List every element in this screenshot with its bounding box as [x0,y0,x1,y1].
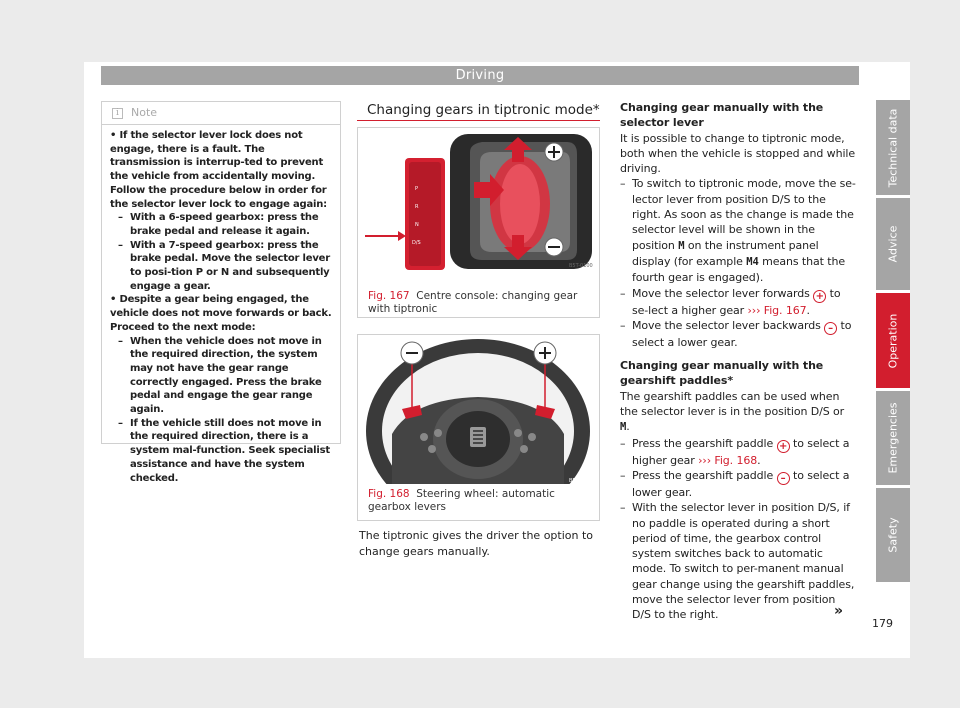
list-item: – With the selector lever in position D/S, if no paddle is operated during a short period of time, the gearbox control system switches back to automatic mode. To switch to per-manent manual gear change using the gearshift paddles, move the selector lever from position D/S to the right. [620,501,855,622]
figure-link[interactable]: ››› Fig. 168 [698,453,758,467]
list-item: – Press the gearshift paddle + to select a higher gear ››› Fig. 168. [620,436,850,467]
note-header [102,102,340,125]
gear-lever-illustration [362,132,595,271]
info-icon: i [112,108,123,119]
list-item: – Move the selector lever forwards + to se-lect a higher gear ››› Fig. 167. [620,286,841,317]
steering-wheel-illustration [362,339,595,484]
gear-letter-ds: D/S [412,240,421,246]
note-bullet-2: • Despite a gear being engaged, the vehicle does not move forwards or back. Proceed to the next mode: [110,294,332,333]
gear-letter-r: R [415,204,419,210]
subheading-selector-lever: Changing gear manually with the selector lever [620,101,824,130]
instructions-column [620,100,856,623]
figure-code: B5T-0100 [569,263,593,269]
section-title: Changing gears in tiptronic mode* [367,102,600,118]
page-number: 179 [872,617,893,630]
paragraph: The gearshift paddles can be used when the selector lever is in the position D/S or M. [620,389,845,434]
plus-icon: + [813,290,826,303]
gear-letter-p: P [415,186,419,192]
list-item: – Move the selector lever backwards – to select a lower gear. [620,318,852,349]
list-item: – Press the gearshift paddle – to select a lower gear. [620,468,850,499]
gear-letter-n: N [415,222,419,228]
minus-icon: – [777,472,790,485]
figure-167 [357,127,600,318]
note-box [101,101,341,484]
figure-link[interactable]: ››› Fig. 167 [747,303,807,317]
subheading-gearshift-paddles: Changing gear manually with the gearshift paddles* [620,359,824,388]
note-sub-item: – If the vehicle still does not move in the required direction, there is a system mal-function. Seek specialist assistance and have the system checked. [118,417,330,484]
tab-advice[interactable]: Advice [876,198,910,290]
tab-technical-data[interactable]: Technical data [876,100,910,195]
list-item: – To switch to tiptronic mode, move the se-lector lever from position D/S to the right. As soon as the change is made the selector level will be shown in the position M on the instrument panel display (for example M4 means that the fourth gear is engaged). [620,177,856,285]
figure-caption: Fig. 167 Centre console: changing gear with tiptronic [368,290,578,315]
paragraph: It is possible to change to tiptronic mode, both when the vehicle is stopped and while driving. [620,131,856,176]
section-rule [357,120,600,121]
note-title: Note [131,106,158,119]
tab-operation[interactable]: Operation [876,293,910,388]
chapter-title: Driving [455,68,505,83]
tab-emergencies[interactable]: Emergencies [876,391,910,485]
chapter-header [101,66,859,85]
figure-caption: Fig. 168 Steering wheel: automatic gearbox levers [368,488,555,513]
note-body [110,129,336,485]
figure-168 [357,334,600,521]
continued-arrow: » [834,603,844,619]
figure-code: B5F-0402 [569,478,594,484]
tab-safety[interactable]: Safety [876,488,910,582]
note-sub-item: – With a 6-speed gearbox: press the brake pedal and release it again. [118,212,319,237]
minus-icon: – [824,322,837,335]
note-bullet-1: • If the selector lever lock does not engage, there is a fault. The transmission is interrup-ted to prevent the vehicle from accidentally moving. Follow the procedure below in order for the selector lever lock to engage again: [110,130,327,210]
note-sub-item: – When the vehicle does not move in the required direction, the system may not have the gear range correctly engaged. Press the brake pedal and engage the gear range again. [118,335,322,416]
plus-icon: + [777,440,790,453]
intro-paragraph: The tiptronic gives the driver the option to change gears manually. [359,529,594,558]
note-sub-item: – With a 7-speed gearbox: press the brake pedal. Move the selector lever to posi-tion P or N and subsequently engage a gear. [118,239,330,292]
